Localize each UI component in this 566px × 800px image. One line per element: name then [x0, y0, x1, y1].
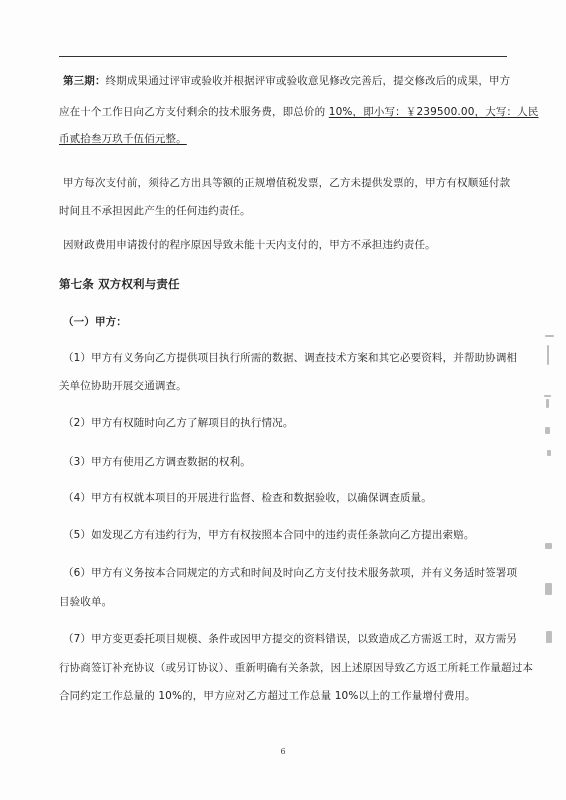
stage3-text-1: 终期成果通过评审或验收并根据评审或验收意见修改完善后，提交修改后的成果，甲方 [105, 75, 511, 87]
fiscal-paragraph: 因财政费用申请拨付的程序原因导致未能十天内支付的，甲方不承担违约责任。 [63, 239, 436, 251]
item-1-line-1: （1）甲方有义务向乙方提供项目执行所需的数据、调查技术方案和其它必要资料，并帮助协调相 [63, 352, 518, 364]
item-5: （5）如发现乙方有违约行为，甲方有权按照本合同中的违约责任条款向乙方提出索赔。 [63, 529, 475, 541]
item-2: （2）甲方有权随时向乙方了解项目的执行情况。 [63, 417, 294, 429]
item-4: （4）甲方有权就本项目的开展进行监督、检查和数据验收，以确保调查质量。 [63, 492, 432, 504]
page-number: 6 [280, 747, 286, 756]
item-6-line-2: 目验收单。 [59, 596, 113, 608]
bleed-through-marks [541, 335, 561, 655]
article-7-heading: 第七条 双方权利与责任 [59, 277, 180, 291]
header-rule [59, 56, 507, 57]
item-6-line-1: （6）甲方有义务按本合同规定的方式和时间及时向乙方支付技术服务款项，并有义务适时签署项 [63, 567, 518, 579]
invoice-paragraph-line-2: 时间且不承担因此产生的任何违约责任。 [59, 205, 251, 217]
item-7-line-1: （7）甲方变更委托项目规模、条件或因甲方提交的资料错误，以致造成乙方需返工时，双方需另 [63, 633, 518, 645]
stage3-label: 第三期： [63, 75, 106, 87]
stage3-paragraph-line-1 [63, 74, 515, 88]
stage3-amount-words: 币贰拾叁万玖千伍佰元整。 [59, 133, 187, 145]
item-7-line-2: 行协商签订补充协议（或另订协议）、重新明确有关条款，因上述原因导致乙方返工所耗工作量超过本 [59, 662, 533, 674]
item-7-line-3: 合同约定工作总量的 10%的，甲方应对乙方超过工作总量 10%以上的工作量增付费用。 [59, 690, 476, 702]
stage3-amount: 10%，即小写：￥239500.00，大写：人民 [328, 106, 539, 118]
party-a-heading: （一）甲方： [63, 316, 127, 328]
item-3: （3）甲方有使用乙方调查数据的权利。 [63, 456, 251, 468]
stage3-text-2a: 应在十个工作日向乙方支付剩余的技术服务费，即总价的 [59, 106, 329, 118]
invoice-paragraph-line-1: 甲方每次支付前，须待乙方出具等额的正规增值税发票，乙方未提供发票的，甲方有权顺延付款 [63, 177, 511, 189]
item-1-line-2: 关单位协助开展交通调查。 [59, 380, 187, 392]
stage3-paragraph-line-2 [59, 105, 539, 119]
